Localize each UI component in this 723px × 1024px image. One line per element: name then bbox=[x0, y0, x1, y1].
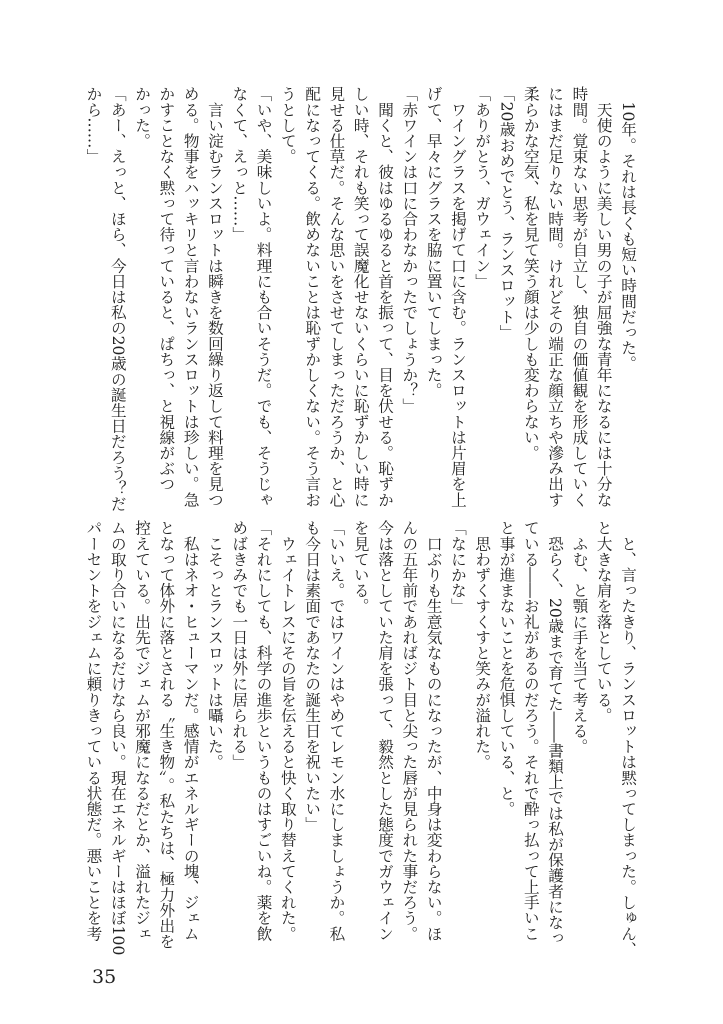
text-line: 思わずくすくすと笑みが溢れた。 bbox=[473, 520, 492, 770]
text-line: 「あー、えっと、ほら、今日は私の20歳の誕生日だろう？だ bbox=[108, 86, 127, 512]
text-line: げて、早々にグラスを脇に置いてしまった。 bbox=[424, 86, 443, 398]
bottom-text-section bbox=[81, 520, 640, 957]
text-line: める。物事をハッキリと言わないランスロットは珍しい。急 bbox=[181, 86, 200, 508]
text-line: を見ている。 bbox=[351, 520, 370, 614]
text-line: から……」 bbox=[84, 86, 103, 164]
top-text-section bbox=[81, 86, 640, 512]
text-line: 恐らく、20歳まで育てた――書類上では私が保護者になっ bbox=[546, 520, 565, 946]
text-line: と大きな肩を落としている。 bbox=[594, 520, 613, 723]
text-line: パーセントをジェムに頼りきっている状態だ。悪いことを考 bbox=[84, 520, 103, 942]
text-line: ている――お礼があるのだろう。それで酔っ払って上手いこ bbox=[521, 520, 540, 942]
text-line: うとして。 bbox=[278, 86, 297, 164]
text-line: 柔らかな空気、私を見て笑う顔は少しも変わらない。 bbox=[521, 86, 540, 461]
text-line: んの五年前であればジト目と尖った唇が見られた事だろう。 bbox=[400, 520, 419, 942]
text-line: 言い淀むランスロットは瞬きを数回繰り返して料理を見つ bbox=[205, 86, 224, 508]
text-line: 私はネオ・ヒューマンだ。感情がエネルギーの塊、ジェム bbox=[181, 520, 200, 942]
text-line: こそっとランスロットは囁いた。 bbox=[205, 520, 224, 770]
text-line: めばきみでも一日は外に居られる」 bbox=[230, 520, 249, 770]
text-line: 天使のように美しい男の子が屈強な青年になるには十分な bbox=[594, 86, 613, 508]
text-line: 今は落としていた肩を張って、毅然とした態度でガウェイン bbox=[376, 520, 395, 942]
text-line: ウェイトレスにその旨を伝えると快く取り替えてくれた。 bbox=[278, 520, 297, 942]
text-line: 「なにかな」 bbox=[448, 520, 467, 614]
text-line: 配になってくる。飲めないことは恥ずかしくない。そう言お bbox=[303, 86, 322, 508]
text-line: も今日は素面であなたの誕生日を祝いたい」 bbox=[303, 520, 322, 832]
text-line: 「ありがとう、ガウェイン」 bbox=[473, 86, 492, 289]
text-line: ワイングラスを掲げて口に含む。ランスロットは片眉を上 bbox=[448, 86, 467, 508]
text-line: ふむ、と顎に手を当て考える。 bbox=[570, 520, 589, 754]
text-line: 「いや、美味しいよ。料理にも合いそうだ。でも、そうじゃ bbox=[254, 86, 273, 508]
text-line: 見せる仕草だ。そんな思いをさせてしまっただろうか、と心 bbox=[327, 86, 346, 508]
text-line: 「20歳おめでとう、ランスロット」 bbox=[497, 86, 516, 340]
text-line: 聞くと、彼はゆるゆると首を振って、目を伏せる。恥ずか bbox=[376, 86, 395, 508]
text-line: にはまだ足りない時間。けれどその端正な顔立ちや滲み出す bbox=[546, 86, 565, 508]
text-line: 「いいえ。ではワインはやめてレモン水にしましょうか。私 bbox=[327, 520, 346, 942]
text-line: かった。 bbox=[133, 86, 152, 149]
text-line: と事が進まないことを危惧している、と。 bbox=[497, 520, 516, 817]
text-line: 「赤ワインは口に合わなかったでしょうか？」 bbox=[400, 86, 419, 414]
text-line: となって体外に落とされる〝生き物〟。私たちは、極力外出を bbox=[157, 520, 176, 949]
text-line: かすことなく黙って待っていると、ぱちっ、と視線がぶつ bbox=[157, 86, 176, 492]
text-line: 「それにしても、科学の進歩というものはすごいね。薬を飲 bbox=[254, 520, 273, 942]
text-line: ムの取り合いになるだけなら良い。現在エネルギーはほぼ100 bbox=[108, 520, 127, 956]
text-line: 口ぶりも生意気なものになったが、中身は変わらない。ほ bbox=[424, 520, 443, 942]
text-line: 控えている。出先でジェムが邪魔になるだとか、溢れたジェ bbox=[133, 520, 152, 942]
page-number: 35 bbox=[92, 966, 117, 988]
text-line: なくて、えっと……」 bbox=[230, 86, 249, 242]
text-line: 10年。それは長くも短い時間だった。 bbox=[619, 86, 637, 372]
text-line: と、言ったきり、ランスロットは黙ってしまった。しゅん、 bbox=[619, 520, 637, 957]
text-line: しい時、それも笑って誤魔化せないくらいに恥ずかしい時に bbox=[351, 86, 370, 508]
text-line: 時間。覚束ない思考が自立し、独自の価値観を形成していく bbox=[570, 86, 589, 508]
